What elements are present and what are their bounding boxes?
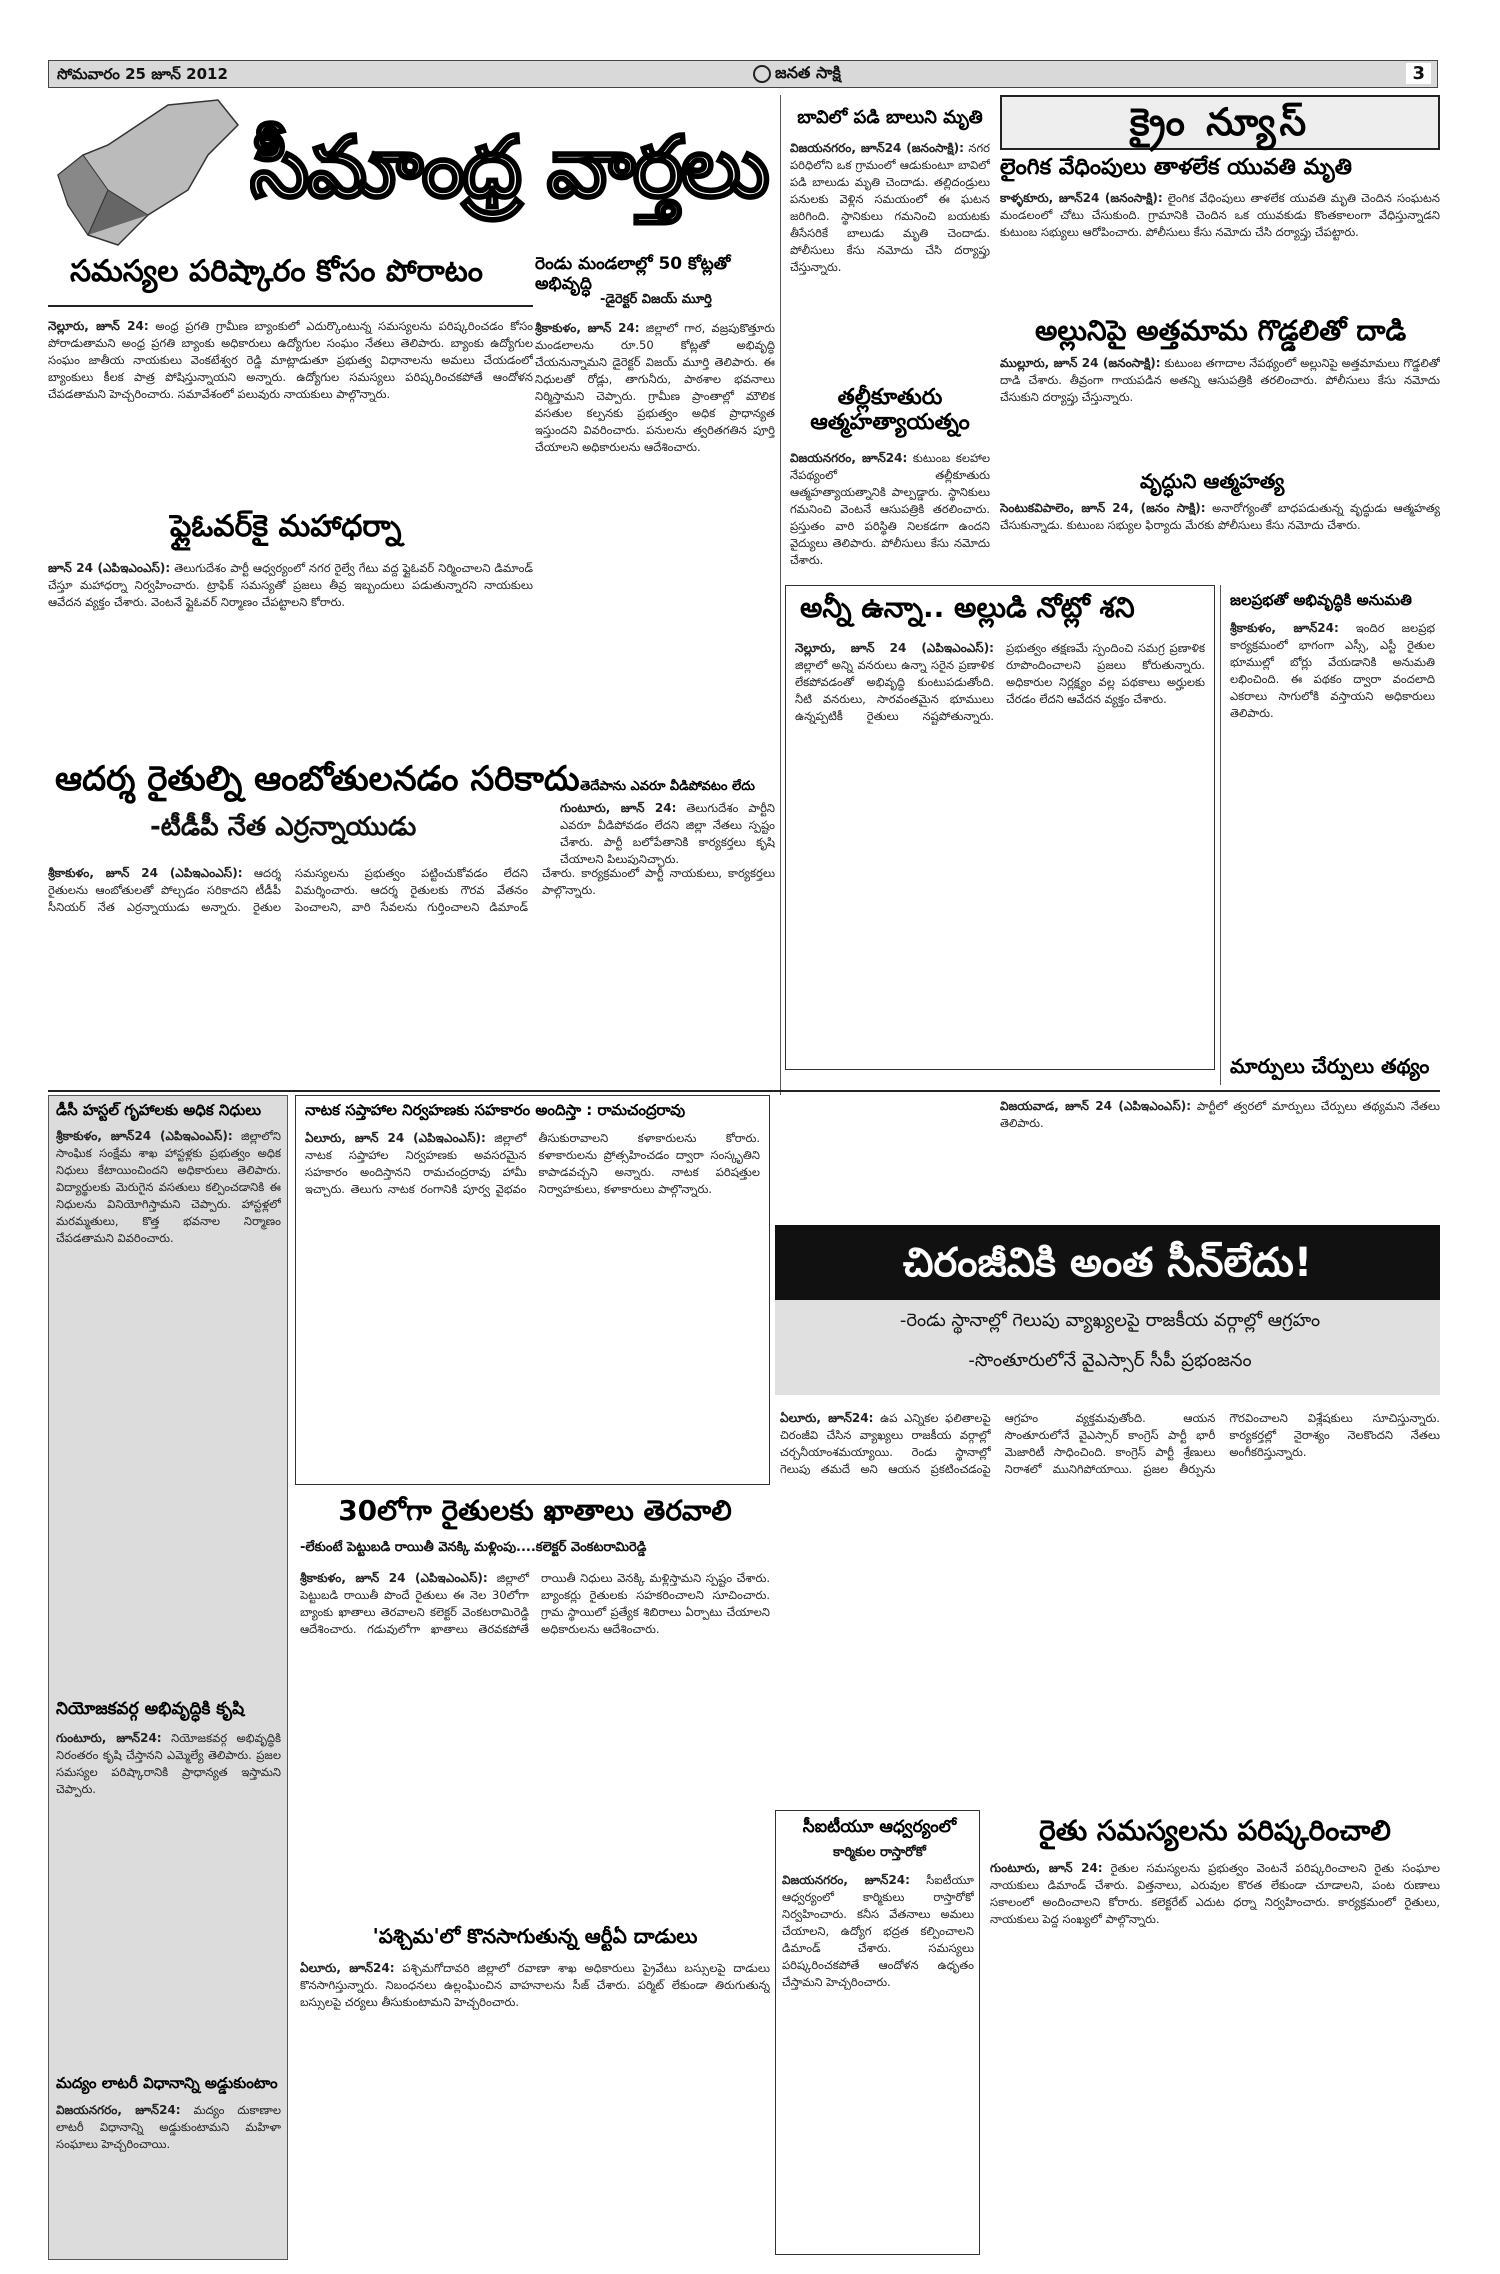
article-5-headline: బావిలో పడి బాలుని మృతి (797, 107, 983, 128)
article-19-headline: చిరంజీవికి అంత సీన్‌లేదు! (902, 1239, 1313, 1286)
article-12-body: విజయవాడ, జూన్ 24 (ఎపిఇఎంఎస్): పార్టీలో త్వరలో మార్పులు చేర్పులు తథ్యమని నేతలు తెలిపారు. (1000, 1099, 1440, 1130)
article-4-body: శ్రీకాకుళం, జూన్ 24 (ఎపిఇఎంఎస్): ఆదర్శ రైతులను ఆంబోతులతో పోల్చడం సరికాదని టీడీపీ సీనియర్ నేత ఎర్రన్నాయుడు అన్నారు. రైతుల సమస్యలను ప్రభుత్వం పట్టించుకోవడం లేదని విమర్శించారు. ఆదర్శ రైతులకు గౌరవ వేతనం పెంచాలని, వారి సేవలను గుర్తించాలని డిమాండ్ చేశారు. కార్యక్రమంలో పార్టీ నాయకులు, కార్యకర్తలు పాల్గొన్నారు. (48, 866, 775, 914)
article-1-body: నెల్లూరు, జూన్ 24: అంధ్ర ప్రగతి గ్రామీణ బ్యాంకులో ఎదుర్కొంటున్న సమస్యలను పరిష్కరించడం కోసం పోరాడుతామని అంధ్ర ప్రగతి బ్యాంకు అధికారులు ఉద్యోగుల సంఘం నేతలు తెలిపారు. బ్యాంకు ఉద్యోగుల సంఘం జాతీయ నాయకులు వెంకటేశ్వర రెడ్డి మాట్లాడుతూ ప్రభుత్వ విధానాలను అమలు చేయడంలో బ్యాంకులు కీలక పాత్ర పోషిస్తున్నాయని అన్నారు. ఉద్యోగుల సమస్యలు పరిష్కరించకపోతే ఆందోళన చేపడతామని హెచ్చరించారు. సమావేశంలో పలువురు నాయకులు పాల్గొన్నారు. (48, 319, 533, 401)
crime-banner-title: క్రైం న్యూస్ (1129, 99, 1311, 144)
article-13-body: శ్రీకాకుళం, జూన్24 (ఎపిఇఎంఎస్): జిల్లాలోని సాంఘిక సంక్షేమ శాఖ హాస్టళ్లకు ప్రభుత్వం అధిక నిధులు కేటాయించిందని అధికారులు తెలిపారు. విద్యార్థులకు మెరుగైన వసతులు కల్పించడానికి ఈ నిధులను వినియోగిస్తామని చెప్పారు. హాస్టళ్లలో మరమ్మతులు, కొత్త భవనాల నిర్మాణం చేపడతామని వివరించారు. (56, 1129, 281, 1245)
article-20-headline: సీఐటీయూ ఆధ్వర్యంలో (802, 1817, 957, 1837)
article-3-headline: ఫ్లైఓవర్‌కై మహాధర్నా (170, 509, 402, 544)
article-8-headline: అల్లునిపై అత్తమామ గొడ్డలితో దాడి (1035, 314, 1407, 347)
page-number: 3 (1406, 63, 1431, 84)
article-19-banner (775, 1225, 1440, 1300)
article-21-body: గుంటూరు, జూన్ 24: రైతుల సమస్యలను ప్రభుత్వం వెంటనే పరిష్కరించాలని రైతు సంఘాల నాయకులు డిమాండ్ చేశారు. విత్తనాలు, ఎరువుల కొరత లేకుండా చూడాలని, పంట రుణాలు సకాలంలో అందించాలని కోరారు. కలెక్టరేట్ ఎదుట ధర్నా నిర్వహించారు. కార్యక్రమంలో రైతులు, నాయకులు పెద్ద సంఖ్యలో పాల్గొన్నారు. (990, 1861, 1440, 1926)
paper-name: జనత సాక్షి (749, 63, 841, 86)
andhra-map-icon (48, 95, 248, 255)
article-2-subhead: -డైరెక్టర్ విజయ్ మూర్తి (600, 292, 712, 307)
article-11-headline: జలప్రభతో అభివృద్ధికి అనుమతి (1230, 591, 1412, 609)
article-10-headline: అన్నీ ఉన్నా.. అల్లుడి నోట్లో శని (800, 591, 1135, 624)
article-18-headline: 'పశ్చిమ'లో కొనసాగుతున్న ఆర్టీఏ దాడులు (372, 1924, 698, 1948)
masthead (48, 60, 1438, 88)
article-4-subhead: -టీడీపీ నేత ఎర్రన్నాయుడు (150, 812, 417, 842)
article-6b-headline: తెదేపాను ఎవరూ వీడిపోవటం లేదు (580, 779, 755, 794)
article-3-body: జూన్ 24 (ఎపిఇఎంఎస్): తెలుగుదేశం పార్టీ ఆధ్వర్యంలో నగర రైల్వే గేటు వద్ద ఫ్లైఓవర్ నిర్మించాలని డిమాండ్ చేస్తూ మహాధర్నా నిర్వహించారు. ట్రాఫిక్ సమస్యతో ప్రజలు తీవ్ర ఇబ్బందులు పడుతున్నారని నాయకులు ఆవేదన వ్యక్తం చేశారు. వెంటనే ఫ్లైఓవర్ నిర్మాణం చేపట్టాలని కోరారు. (48, 561, 533, 609)
article-19-body: ఏలూరు, జూన్24: ఉప ఎన్నికల ఫలితాలపై చిరంజీవి చేసిన వ్యాఖ్యలు రాజకీయ వర్గాల్లో చర్చనీయాంశమయ్యాయి. రెండు స్థానాల్లో గెలుపు తమదే అని ఆయన ప్రకటించడంపై ఆగ్రహం వ్యక్తమవుతోంది. ఆయన సొంతూరులోనే వైఎస్సార్ కాంగ్రెస్ పార్టీ భారీ మెజారిటీ సాధించింది. కాంగ్రెస్ పార్టీ శ్రేణులు నిరాశలో మునిగిపోయాయి. ప్రజల తీర్పును గౌరవించాలని విశ్లేషకులు సూచిస్తున్నారు. కార్యకర్తల్లో నైరాశ్యం నెలకొందని నేతలు అంగీకరిస్తున్నారు. (780, 1411, 1440, 1476)
article-15-body: విజయనగరం, జూన్24: మద్యం దుకాణాల లాటరీ విధానాన్ని అడ్డుకుంటామని మహిళా సంఘాలు హెచ్చరించాయి. (56, 2103, 281, 2151)
article-7-body: కాళ్ళకూరు, జూన్24 (జనంసాక్షి): లైంగిక వేధింపులు తాళలేక యువతి మృతి చెందిన సంఘటన మండలంలో చోటు చేసుకుంది. గ్రామానికి చెందిన ఒక యువకుడు కొంతకాలంగా వేధిస్తున్నాడని కుటుంబ సభ్యులు ఆరోపించారు. పోలీసులు కేసు నమోదు చేసి దర్యాప్తు చేపట్టారు. (1000, 191, 1440, 239)
article-21-headline: రైతు సమస్యలను పరిష్కరించాలి (1039, 1814, 1391, 1847)
article-19-subhead-2: -సొంతూరులోనే వైఎస్సార్ సీపీ ప్రభంజనం (968, 1350, 1252, 1371)
rule (48, 305, 533, 307)
article-16-body: ఏలూరు, జూన్ 24 (ఎపిఇఎంఎస్): జిల్లాలో నాటక సప్తాహాల నిర్వహణకు అవసరమైన సహకారం అందిస్తానని రామచంద్రరావు హామీ ఇచ్చారు. తెలుగు నాటక రంగానికి పూర్వ వైభవం తీసుకురావాలని కళాకారులను కోరారు. కళాకారులను ప్రోత్సహించడం ద్వారా సంస్కృతిని కాపాడవచ్చని అన్నారు. నాటక పరిషత్తుల నిర్వాహకులు, కళాకారులు పాల్గొన్నారు. (305, 1131, 760, 1196)
article-15-headline: మద్యం లాటరీ విధానాన్ని అడ్డుకుంటాం (56, 2074, 278, 2092)
article-17-subhead: -లేకుంటే పెట్టుబడి రాయితీ వెనక్కి మళ్లింపు....కలెక్టర్ వెంకటరామిరెడ్డి (300, 1540, 647, 1555)
issue-date: సోమవారం 25 జూన్ 2012 (57, 65, 228, 83)
article-18-body: ఏలూరు, జూన్24: పశ్చిమగోదావరి జిల్లాలో రవాణా శాఖ అధికారులు ప్రైవేటు బస్సులపై దాడులు కొనసాగిస్తున్నారు. నిబంధనలు ఉల్లంఘించిన వాహనాలను సీజ్ చేశారు. పర్మిట్ లేకుండా తిరుగుతున్న బస్సులపై చర్యలు తీసుకుంటామని హెచ్చరించారు. (300, 1961, 770, 2009)
article-11-body: శ్రీకాకుళం, జూన్24: ఇందిర జలప్రభ కార్యక్రమంలో భాగంగా ఎస్సీ, ఎస్టీ రైతుల భూముల్లో బోర్లు వేయడానికి అనుమతి లభించింది. ఈ పథకం ద్వారా వందలాది ఎకరాలు సాగులోకి వస్తాయని అధికారులు తెలిపారు. (1230, 621, 1435, 720)
article-7-headline: లైంగిక వేధింపులు తాళలేక యువతి మృతి (1000, 155, 1352, 180)
article-10-body: నెల్లూరు, జూన్ 24 (ఎపిఇఎంఎస్): జిల్లాలో అన్ని వనరులు ఉన్నా సరైన ప్రణాళిక లేకపోవడంతో అభివృద్ధి కుంటుపడుతోంది. నీటి వనరులు, సారవంతమైన భూములు ఉన్నప్పటికీ రైతులు నష్టపోతున్నారు. ప్రభుత్వం తక్షణమే స్పందించి సమగ్ర ప్రణాళిక రూపొందించాలని ప్రజలు కోరుతున్నారు. అధికారుల నిర్లక్ష్యం వల్ల పథకాలు అర్హులకు చేరడం లేదని ఆవేదన వ్యక్తం చేశారు. (795, 641, 1205, 723)
article-1-headline: సమస్యల పరిష్కారం కోసం పోరాటం (70, 254, 483, 289)
article-20-body: విజయనగరం, జూన్24: సీఐటీయూ ఆధ్వర్యంలో కార్మికులు రాస్తారోకో నిర్వహించారు. కనీస వేతనాలు అమలు చేయాలని, ఉద్యోగ భద్రత కల్పించాలని డిమాండ్ చేశారు. సమస్యలు పరిష్కరించకపోతే ఆందోళన ఉధృతం చేస్తామని హెచ్చరించారు. (782, 1873, 974, 1989)
article-14-headline: నియోజకవర్గ అభివృద్ధికి కృషి (56, 1699, 245, 1719)
article-6-body: విజయనగరం, జూన్24: కుటుంబ కలహాల నేపథ్యంలో తల్లీకూతురు ఆత్మహత్యాయత్నానికి పాల్పడ్డారు. స్థానికులు గమనించి వెంటనే ఆసుపత్రికి తరలించారు. ప్రస్తుతం వారి పరిస్థితి నిలకడగా ఉందని వైద్యులు తెలిపారు. పోలీసులు కేసు నమోదు చేశారు. (790, 451, 990, 567)
article-5-body: విజయనగరం, జూన్24 (జనంసాక్షి): నగర పరిధిలోని ఒక గ్రామంలో ఆడుకుంటూ బావిలో పడి బాలుడు మృతి చెందాడు. తల్లిదండ్రులు పనులకు వెళ్లిన సమయంలో ఈ ఘటన జరిగింది. స్థానికులు గమనించి బయటకు తీసేసరికే బాలుడు మృతి చెందాడు. పోలీసులు కేసు నమోదు చేసి దర్యాప్తు చేస్తున్నారు. (790, 141, 990, 274)
crime-banner (1000, 95, 1440, 150)
logo-icon (753, 65, 771, 83)
horizontal-rule (48, 1090, 1440, 1092)
article-9-headline: వృద్ధుని ఆత్మహత్య (1140, 469, 1285, 493)
article-16-headline: నాటక సప్తాహాల నిర్వహణకు సహకారం అందిస్తా : రామచంద్రరావు (305, 1101, 686, 1119)
article-12-headline: మార్పులు చేర్పులు తథ్యం (1230, 1054, 1430, 1078)
article-2-headline: రెండు మండలాల్లో 50 కోట్లతో అభివృద్ధి (535, 254, 731, 294)
article-2-body: శ్రీకాకుళం, జూన్ 24: జిల్లాలో గార, వజ్రపుకొత్తూరు మండలాలను రూ.50 కోట్లతో అభివృద్ధి చేయనున్నామని డైరెక్టర్ విజయ్ మూర్తి తెలిపారు. ఈ నిధులతో రోడ్లు, తాగునీరు, పాఠశాల భవనాలు నిర్మిస్తామని చెప్పారు. గ్రామీణ ప్రాంతాల్లో మౌలిక వసతుల కల్పనకు ప్రభుత్వం అధిక ప్రాధాన్యత ఇస్తుందని వివరించారు. పనులను త్వరితగతిన పూర్తి చేయాలని అధికారులను ఆదేశించారు. (535, 321, 775, 454)
column-divider (780, 95, 781, 1095)
article-4-headline: ఆదర్శ రైతుల్ని ఆంబోతులనడం సరికాదు (55, 759, 580, 799)
article-17-headline: 30లోగా రైతులకు ఖాతాలు తెరవాలి (338, 1494, 732, 1527)
article-9-body: సెంటుకవిపాలెం, జూన్ 24, (జనం సాక్షి): అనారోగ్యంతో బాధపడుతున్న వృద్ధుడు ఆత్మహత్య చేసుకున్నాడు. కుటుంబ సభ్యుల ఫిర్యాదు మేరకు పోలీసులు కేసు నమోదు చేశారు. (1000, 501, 1440, 532)
article-6-headline: తల్లీకూతురు ఆత్మహత్యాయత్నం (810, 385, 970, 436)
article-14-body: గుంటూరు, జూన్24: నియోజకవర్గ అభివృద్ధికి నిరంతరం కృషి చేస్తానని ఎమ్మెల్యే తెలిపారు. ప్రజల సమస్యల పరిష్కారానికి ప్రాధాన్యత ఇస్తామని చెప్పారు. (56, 1731, 281, 1796)
article-8-body: ముల్లూరు, జూన్ 24 (జనంసాక్షి): కుటుంబ తగాదాల నేపథ్యంలో అల్లునిపై అత్తమామలు గొడ్డలితో దాడి చేశారు. తీవ్రంగా గాయపడిన అతన్ని ఆసుపత్రికి తరలించారు. పోలీసులు కేసు నమోదు చేసుకుని దర్యాప్తు చేస్తున్నారు. (1000, 356, 1440, 404)
article-13-headline: డీసీ హస్టల్ గృహాలకు అధిక నిధులు (56, 1101, 262, 1119)
article-17-body: శ్రీకాకుళం, జూన్ 24 (ఎపిఇఎంఎస్): జిల్లాలో పెట్టుబడి రాయితీ పొందే రైతులు ఈ నెల 30లోగా బ్యాంకు ఖాతాలు తెరవాలని కలెక్టర్ వెంకటరామిరెడ్డి ఆదేశించారు. గడువులోగా ఖాతాలు తెరవకపోతే రాయితీ నిధులు వెనక్కి మళ్లిస్తామని స్పష్టం చేశారు. బ్యాంకర్లు రైతులకు సహకరించాలని సూచించారు. గ్రామ స్థాయిలో ప్రత్యేక శిబిరాలు ఏర్పాటు చేయాలని అధికారులను ఆదేశించారు. (300, 1571, 770, 1636)
section-title: సీమాంధ్ర వార్తలు (250, 118, 768, 216)
article-20-subhead: కార్మికుల రాస్తారోకో (833, 1845, 926, 1860)
article-6b-body: గుంటూరు, జూన్ 24: తెలుగుదేశం పార్టీని ఎవరూ వీడిపోవడం లేదని జిల్లా నేతలు స్పష్టం చేశారు. పార్టీ బలోపేతానికి కార్యకర్తలు కృషి చేయాలని పిలుపునిచ్చారు. (560, 801, 775, 866)
article-19-subhead-1: -రెండు స్థానాల్లో గెలుపు వ్యాఖ్యలపై రాజకీయ వర్గాల్లో ఆగ్రహం (899, 1310, 1321, 1331)
